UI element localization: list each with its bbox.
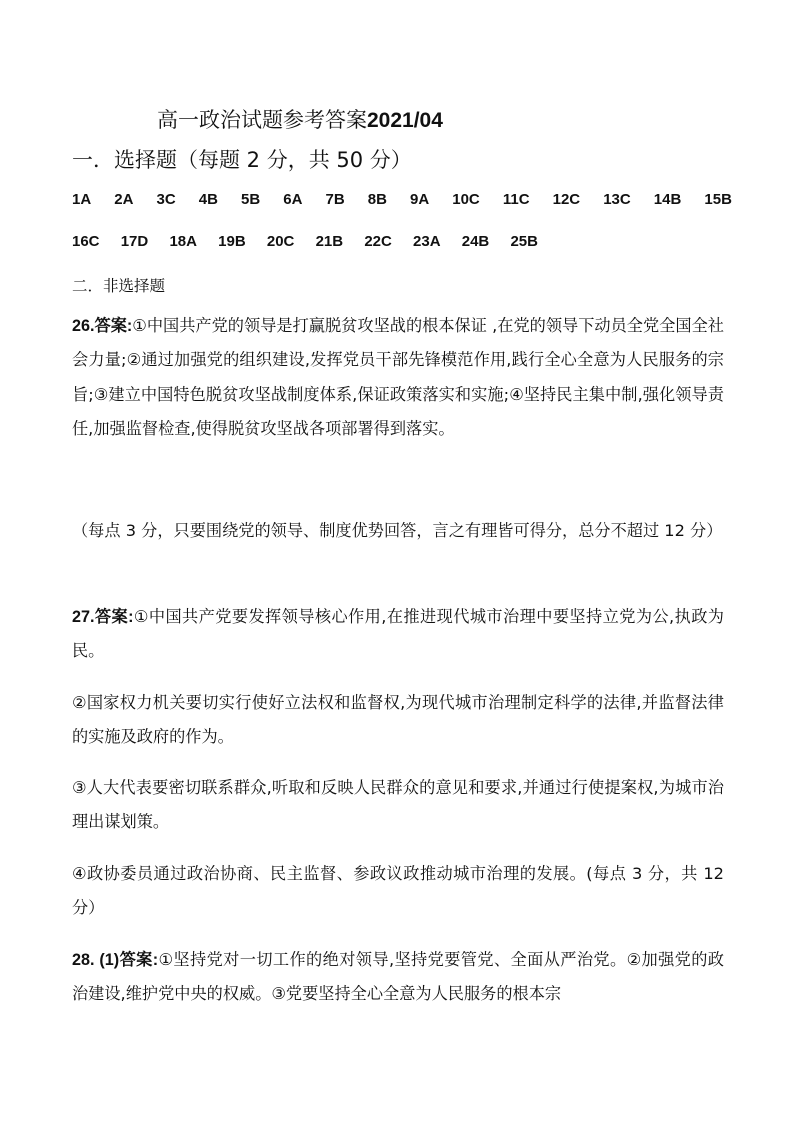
answer-item: 20C (266, 233, 295, 250)
q27-answer-point-3: ③人大代表要密切联系群众,听取和反映人民群众的意见和要求,并通过行使提案权,为城市治理出谋划策。 (72, 778, 724, 832)
title-text: 高一政治试题参考答案 (157, 108, 367, 132)
answer-item: 11C (502, 191, 530, 208)
answer-item: 14B (653, 191, 682, 208)
answer-item: 25B (510, 233, 538, 250)
q27-answer-point-4: ④政协委员通过政治协商、民主监督、参政议政推动城市治理的发展。(每点 3 分，共 12 分） (72, 864, 724, 918)
answer-item: 24B (461, 233, 490, 250)
page-title (157, 104, 443, 134)
answer-item: 23A (413, 233, 441, 250)
answer-item: 10C (452, 191, 480, 208)
q27-answer-point-2: ②国家权力机关要切实行使好立法权和监督权,为现代城市治理制定科学的法律,并监督法律的实施及政府的作为。 (72, 693, 724, 747)
q26-label: 26.答案: (72, 317, 133, 335)
answer-item: 1A (72, 191, 92, 208)
answers-row-1 (72, 191, 732, 208)
section-2-heading: 二．非选择题 (72, 277, 166, 295)
q27-answer-point-1 (72, 600, 724, 669)
answer-item: 15B (704, 191, 732, 208)
answer-item: 3C (156, 191, 176, 208)
q26-answer (72, 309, 724, 446)
section-1-heading: 一．选择题（每题 2 分，共 50 分） (72, 148, 412, 172)
answer-item: 7B (325, 191, 345, 208)
q27-label: 27.答案: (72, 608, 134, 626)
answer-item: 8B (367, 191, 387, 208)
answer-item: 5B (241, 191, 261, 208)
q26-text: ①中国共产党的领导是打赢脱贫攻坚战的根本保证 ,在党的领导下动员全党全国全社会力量;②通过加强党的组织建设,发挥党员干部先锋模范作用,践行全心全意为人民服务的宗旨;③建立中国特色脱贫攻坚战制度体系,保证政策落实和实施;④坚持民主集中制,强化领导责任,加强监督检查,使得脱贫攻坚战各项部署得到落实。 (72, 316, 724, 438)
q28-answer (72, 943, 724, 1012)
answer-item: 2A (114, 191, 134, 208)
answer-item: 9A (410, 191, 430, 208)
q28-label: 28. (1)答案: (72, 951, 159, 969)
title-date: 2021/04 (367, 109, 443, 132)
answer-item: 6A (283, 191, 303, 208)
q27-point-1-text: ①中国共产党要发挥领导核心作用,在推进现代城市治理中要坚持立党为公,执政为民。 (72, 607, 724, 661)
answer-item: 21B (315, 233, 344, 250)
answer-item: 18A (169, 233, 197, 250)
answer-item: 16C (72, 233, 100, 250)
answer-item: 12C (552, 191, 581, 208)
answer-item: 4B (198, 191, 218, 208)
answers-row-2 (72, 233, 538, 250)
q28-text: ①坚持党对一切工作的绝对领导,坚持党要管党、全面从严治党。②加强党的政治建设,维护党中央的权威。③党要坚持全心全意为人民服务的根本宗 (72, 950, 724, 1004)
q26-scoring-note: （每点 3 分，只要围绕党的领导、制度优势回答，言之有理皆可得分，总分不超过 12 分） (72, 521, 723, 540)
answer-item: 17D (120, 233, 149, 250)
answer-item: 19B (218, 233, 246, 250)
answer-item: 22C (364, 233, 392, 250)
answer-item: 13C (603, 191, 631, 208)
